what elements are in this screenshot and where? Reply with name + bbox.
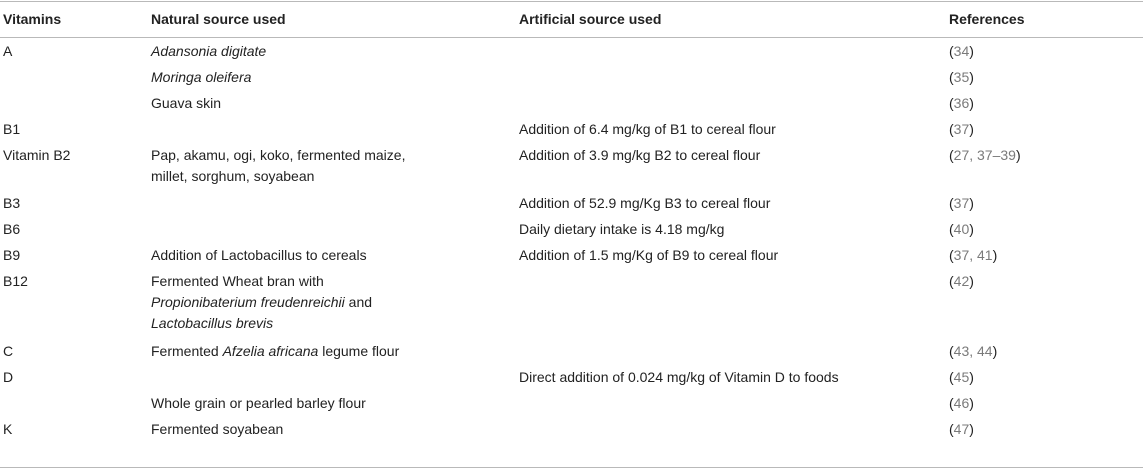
table-header-rule: [0, 37, 1143, 38]
row-0-reference: (34): [949, 43, 974, 59]
row-8-natural-line2: Propionibaterium freudenreichii and: [151, 294, 373, 310]
reference-link[interactable]: 42: [953, 273, 970, 289]
reference-link[interactable]: 34: [953, 43, 970, 59]
header-vitamins: Vitamins: [3, 11, 62, 27]
row-7-reference: (37, 41): [949, 247, 998, 263]
reference-link[interactable]: 37: [953, 195, 970, 211]
row-12-vitamin: K: [3, 421, 13, 437]
row-0-vitamin: A: [3, 43, 13, 59]
row-11-reference: (46): [949, 395, 974, 411]
header-references: References: [949, 11, 1025, 27]
reference-link[interactable]: 37: [953, 121, 970, 137]
row-6-artificial: Daily dietary intake is 4.18 mg/kg: [519, 221, 725, 237]
row-3-vitamin: B1: [3, 121, 21, 137]
row-10-vitamin: D: [3, 369, 14, 385]
header-natural-source: Natural source used: [151, 11, 286, 27]
row-4-artificial: Addition of 3.9 mg/kg B2 to cereal flour: [519, 147, 761, 163]
row-12-natural: Fermented soyabean: [151, 421, 284, 437]
row-1-natural: Moringa oleifera: [151, 69, 252, 85]
table-top-rule: [0, 1, 1143, 2]
row-9-natural: Fermented Afzelia africana legume flour: [151, 343, 400, 359]
row-8-natural-line3: Lactobacillus brevis: [151, 315, 274, 331]
row-3-artificial: Addition of 6.4 mg/kg of B1 to cereal flour: [519, 121, 776, 137]
row-7-artificial: Addition of 1.5 mg/Kg of B9 to cereal flour: [519, 247, 779, 263]
reference-link[interactable]: 27, 37–39: [953, 147, 1016, 163]
row-9-vitamin: C: [3, 343, 14, 359]
row-1-reference: (35): [949, 69, 974, 85]
row-10-artificial: Direct addition of 0.024 mg/kg of Vitamin D to foods: [519, 369, 839, 385]
row-4-vitamin: Vitamin B2: [3, 147, 71, 163]
row-8-reference: (42): [949, 273, 974, 289]
row-10-reference: (45): [949, 369, 974, 385]
row-9-reference: (43, 44): [949, 343, 998, 359]
reference-link[interactable]: 47: [953, 421, 970, 437]
reference-link[interactable]: 37, 41: [953, 247, 993, 263]
reference-link[interactable]: 35: [953, 69, 970, 85]
row-6-vitamin: B6: [3, 221, 21, 237]
reference-link[interactable]: 45: [953, 369, 970, 385]
row-5-artificial: Addition of 52.9 mg/Kg B3 to cereal flour: [519, 195, 771, 211]
row-4-natural-line1: Pap, akamu, ogi, koko, fermented maize,: [151, 147, 406, 163]
row-6-reference: (40): [949, 221, 974, 237]
row-2-natural: Guava skin: [151, 95, 222, 111]
row-12-reference: (47): [949, 421, 974, 437]
row-7-vitamin: B9: [3, 247, 21, 263]
row-3-reference: (37): [949, 121, 974, 137]
row-7-natural: Addition of Lactobacillus to cereals: [151, 247, 367, 263]
row-2-reference: (36): [949, 95, 974, 111]
row-8-vitamin: B12: [3, 273, 28, 289]
row-4-natural-line2: millet, sorghum, soyabean: [151, 168, 315, 184]
row-4-reference: (27, 37–39): [949, 147, 1021, 163]
reference-link[interactable]: 36: [953, 95, 970, 111]
reference-link[interactable]: 40: [953, 221, 970, 237]
row-5-reference: (37): [949, 195, 974, 211]
reference-link[interactable]: 46: [953, 395, 970, 411]
row-0-natural: Adansonia digitate: [151, 43, 267, 59]
reference-link[interactable]: 43, 44: [953, 343, 993, 359]
row-5-vitamin: B3: [3, 195, 21, 211]
row-11-natural: Whole grain or pearled barley flour: [151, 395, 366, 411]
row-8-natural-line1: Fermented Wheat bran with: [151, 273, 324, 289]
table-bottom-rule: [0, 467, 1143, 468]
header-artificial-source: Artificial source used: [519, 11, 662, 27]
